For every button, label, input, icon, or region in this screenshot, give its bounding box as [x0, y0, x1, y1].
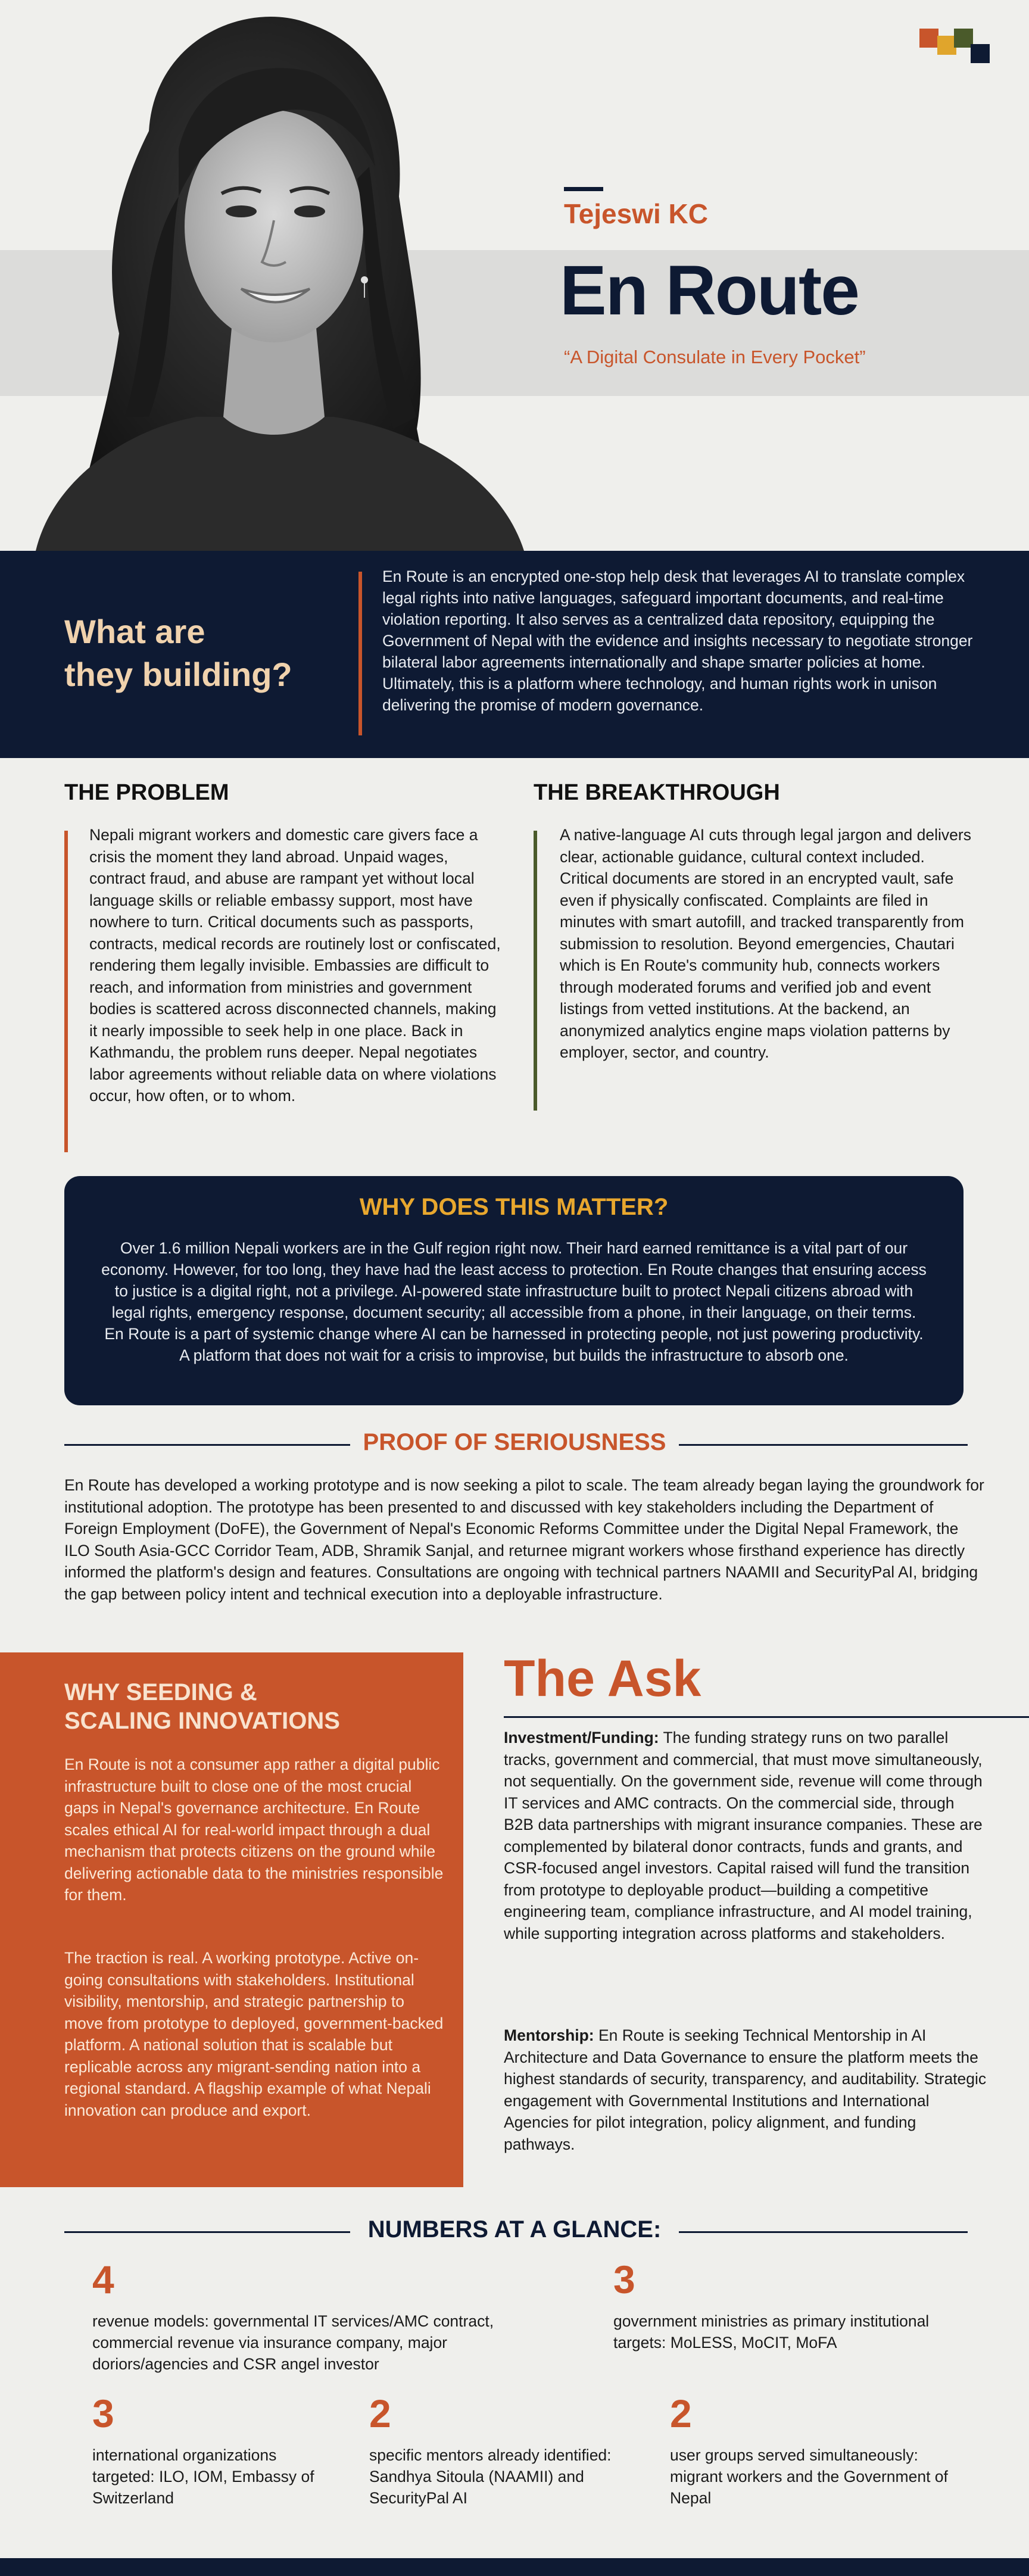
page-title: En Route — [560, 251, 859, 330]
ask-underline — [504, 1716, 1029, 1718]
intro-text: En Route is an encrypted one-stop help desk that leverages AI to translate complex legal rights into native languages, safeguard important documents, and real-time violation reporting. It also serves as a centralized data repository, equipping the Government of Nepal with the evidence and insights necessary to negotiate stronger bilateral labor agreements internationally and shape smarter policies at home. Ultimately, this is a platform where technology, and human rights work in unison delivering the promise of modern governance. — [382, 567, 973, 714]
problem-bar — [64, 831, 68, 1152]
stat-text: specific mentors already identified: Sandhya Sitoula (NAAMII) and SecurityPal AI — [369, 2446, 612, 2507]
ask-heading: The Ask — [504, 1650, 701, 1707]
ask-mentorship-text: En Route is seeking Technical Mentorship in AI Architecture and Data Governance to ensure the platform meets the highest standards of security, transparency, and auditability. Strategic engagement with Governmental Institutions and International Agencies for pilot integration, policy alignment, and funding pathways. — [504, 2026, 987, 2153]
intro-question-line-1: What are — [64, 613, 205, 650]
proof-text: En Route has developed a working prototype and is now seeking a pilot to scale. The team already began laying the groundwork for institutional adoption. The prototype has been presented to and discussed with key stakeholders including the Department of Foreign Employment (DoFE), the Government of Nepal's Economic Reforms Committee under the Digital Nepal Framework, the ILO South Asia-GCC Corridor Team, ADB, Shramik Sanjal, and returnee migrant workers whose firsthand experience has directly informed the platform's design and features. Consultations are ongoing with technical partners NAAMII and SecurityPal AI, bridging the gap between policy intent and technical execution into a deployable infrastructure. — [64, 1476, 984, 1603]
problem-text: Nepali migrant workers and domestic care givers face a crisis the moment they land abroad. Unpaid wages, contract fraud, and abuse are rampant yet without local language skills or reliable embassy support, most have nowhere to turn. Critical documents such as passports, contracts, medical records are routinely lost or confiscated, rendering them legally invisible. Embassies are difficult to reach, and information from ministries and government bodies is scattered across disconnected channels, making it nearly impossible to seek help in one place. Back in Kathmandu, the problem runs deeper. Nepal negotiates labor agreements without reliable data on where violations occur, how often, or to whom. — [89, 826, 501, 1105]
seeding-paragraph-1: En Route is not a consumer app rather a digital public infrastructure built to close one of the most crucial gaps in Nepal's governance architecture. En Route scales ethical AI for real-world impact through a dual mechanism that protects citizens on the ground while delivering actionable data to the ministries responsible for them. — [64, 1755, 444, 1904]
stat-value: 2 — [670, 2391, 692, 2435]
stat-value: 2 — [369, 2391, 391, 2435]
problem-heading: THE PROBLEM — [64, 780, 229, 805]
stat-value: 3 — [92, 2391, 114, 2435]
founder-name: Tejeswi KC — [564, 198, 708, 229]
numbers-heading: NUMBERS AT A GLANCE: — [367, 2216, 662, 2243]
proof-heading: PROOF OF SERIOUSNESS — [363, 1429, 666, 1455]
ask-mentorship-label: Mentorship: — [504, 2026, 594, 2044]
breakthrough-text: A native-language AI cuts through legal jargon and delivers clear, actionable guidance, cultural context included. Critical documents are stored in an encrypted vault, safe even if physically confiscated. Complaints are filed in minutes with smart autofill, and tracked transparently from submission to resolution. Beyond emergencies, Chautari which is En Route's community hub, connects workers through moderated forums and verified job and event listings from vetted institutions. At the backend, an anonymized analytics engine maps violation patterns by employer, sector, and country. — [560, 826, 971, 1061]
stat-value: 4 — [92, 2257, 114, 2301]
breakthrough-heading: THE BREAKTHROUGH — [534, 780, 780, 805]
stat-value: 3 — [613, 2257, 635, 2301]
ask-funding — [504, 1727, 987, 1944]
stat-text: international organizations targeted: ILO, IOM, Embassy of Switzerland — [92, 2446, 314, 2507]
ask-mentorship — [504, 2025, 987, 2155]
stat-text: government ministries as primary institutional targets: MoLESS, MoCIT, MoFA — [613, 2312, 930, 2352]
footer-bar — [0, 2558, 1029, 2576]
intro-question-line-2: they building? — [64, 656, 292, 693]
ask-funding-text: The funding strategy runs on two parallel tracks, government and commercial, that must move simultaneously, not sequentially. On the government side, revenue will come through IT services and AMC contracts. On the commercial side, through B2B data partnerships with migrant insurance companies. These are complemented by bilateral donor contracts, funds and grants, and CSR-focused angel investors. Capital raised will fund the transition from prototype to deployable product—building a competitive engineering team, compliance infrastructure, and AI model training, while supporting integration across platforms and stakeholders. — [504, 1729, 983, 1942]
ask-funding-label: Investment/Funding: — [504, 1729, 659, 1747]
name-dash — [564, 187, 603, 191]
tagline: “A Digital Consulate in Every Pocket” — [564, 347, 866, 367]
matter-heading: WHY DOES THIS MATTER? — [359, 1194, 669, 1220]
seeding-paragraph-2: The traction is real. A working prototype. Active on-going consultations with stakeholders. Institutional visibility, mentorship, and strategic partnership to move from prototype to deployed, government-backed platform. A national solution that is scalable but replicable across any migrant-sending nation into a regional standard. A flagship example of what Nepali innovation can produce and export. — [64, 1949, 444, 2119]
portrait-photo — [0, 0, 536, 551]
stat-text: revenue models: governmental IT services/AMC contract, commercial revenue via insurance company, major doriors/agencies and CSR angel investor — [92, 2312, 494, 2373]
intro-divider — [358, 572, 362, 735]
seeding-heading — [64, 1678, 445, 1735]
breakthrough-bar — [534, 831, 537, 1111]
matter-text: Over 1.6 million Nepali workers are in the Gulf region right now. Their hard earned remittance is a vital part of our economy. However, for too long, they have had the least access to protection. En Route changes that ensuring access to justice is a digital right, not a privilege. AI-powered state infrastructure built to protect Nepali citizens abroad with legal rights, emergency response, document security; all accessible from a phone, in their language, on their terms. En Route is a part of systemic change where AI can be harnessed in protecting people, not just powering productivity. A platform that does not wait for a crisis to improvise, but builds the infrastructure to absorb one. — [101, 1239, 927, 1364]
stat-text: user groups served simultaneously: migrant workers and the Government of Nepal — [670, 2446, 948, 2507]
seeding-heading-line-1: WHY SEEDING & — [64, 1679, 257, 1705]
intro-question — [64, 610, 292, 696]
colored-blocks-logo-icon — [919, 29, 991, 66]
seeding-heading-line-2: SCALING INNOVATIONS — [64, 1708, 340, 1734]
